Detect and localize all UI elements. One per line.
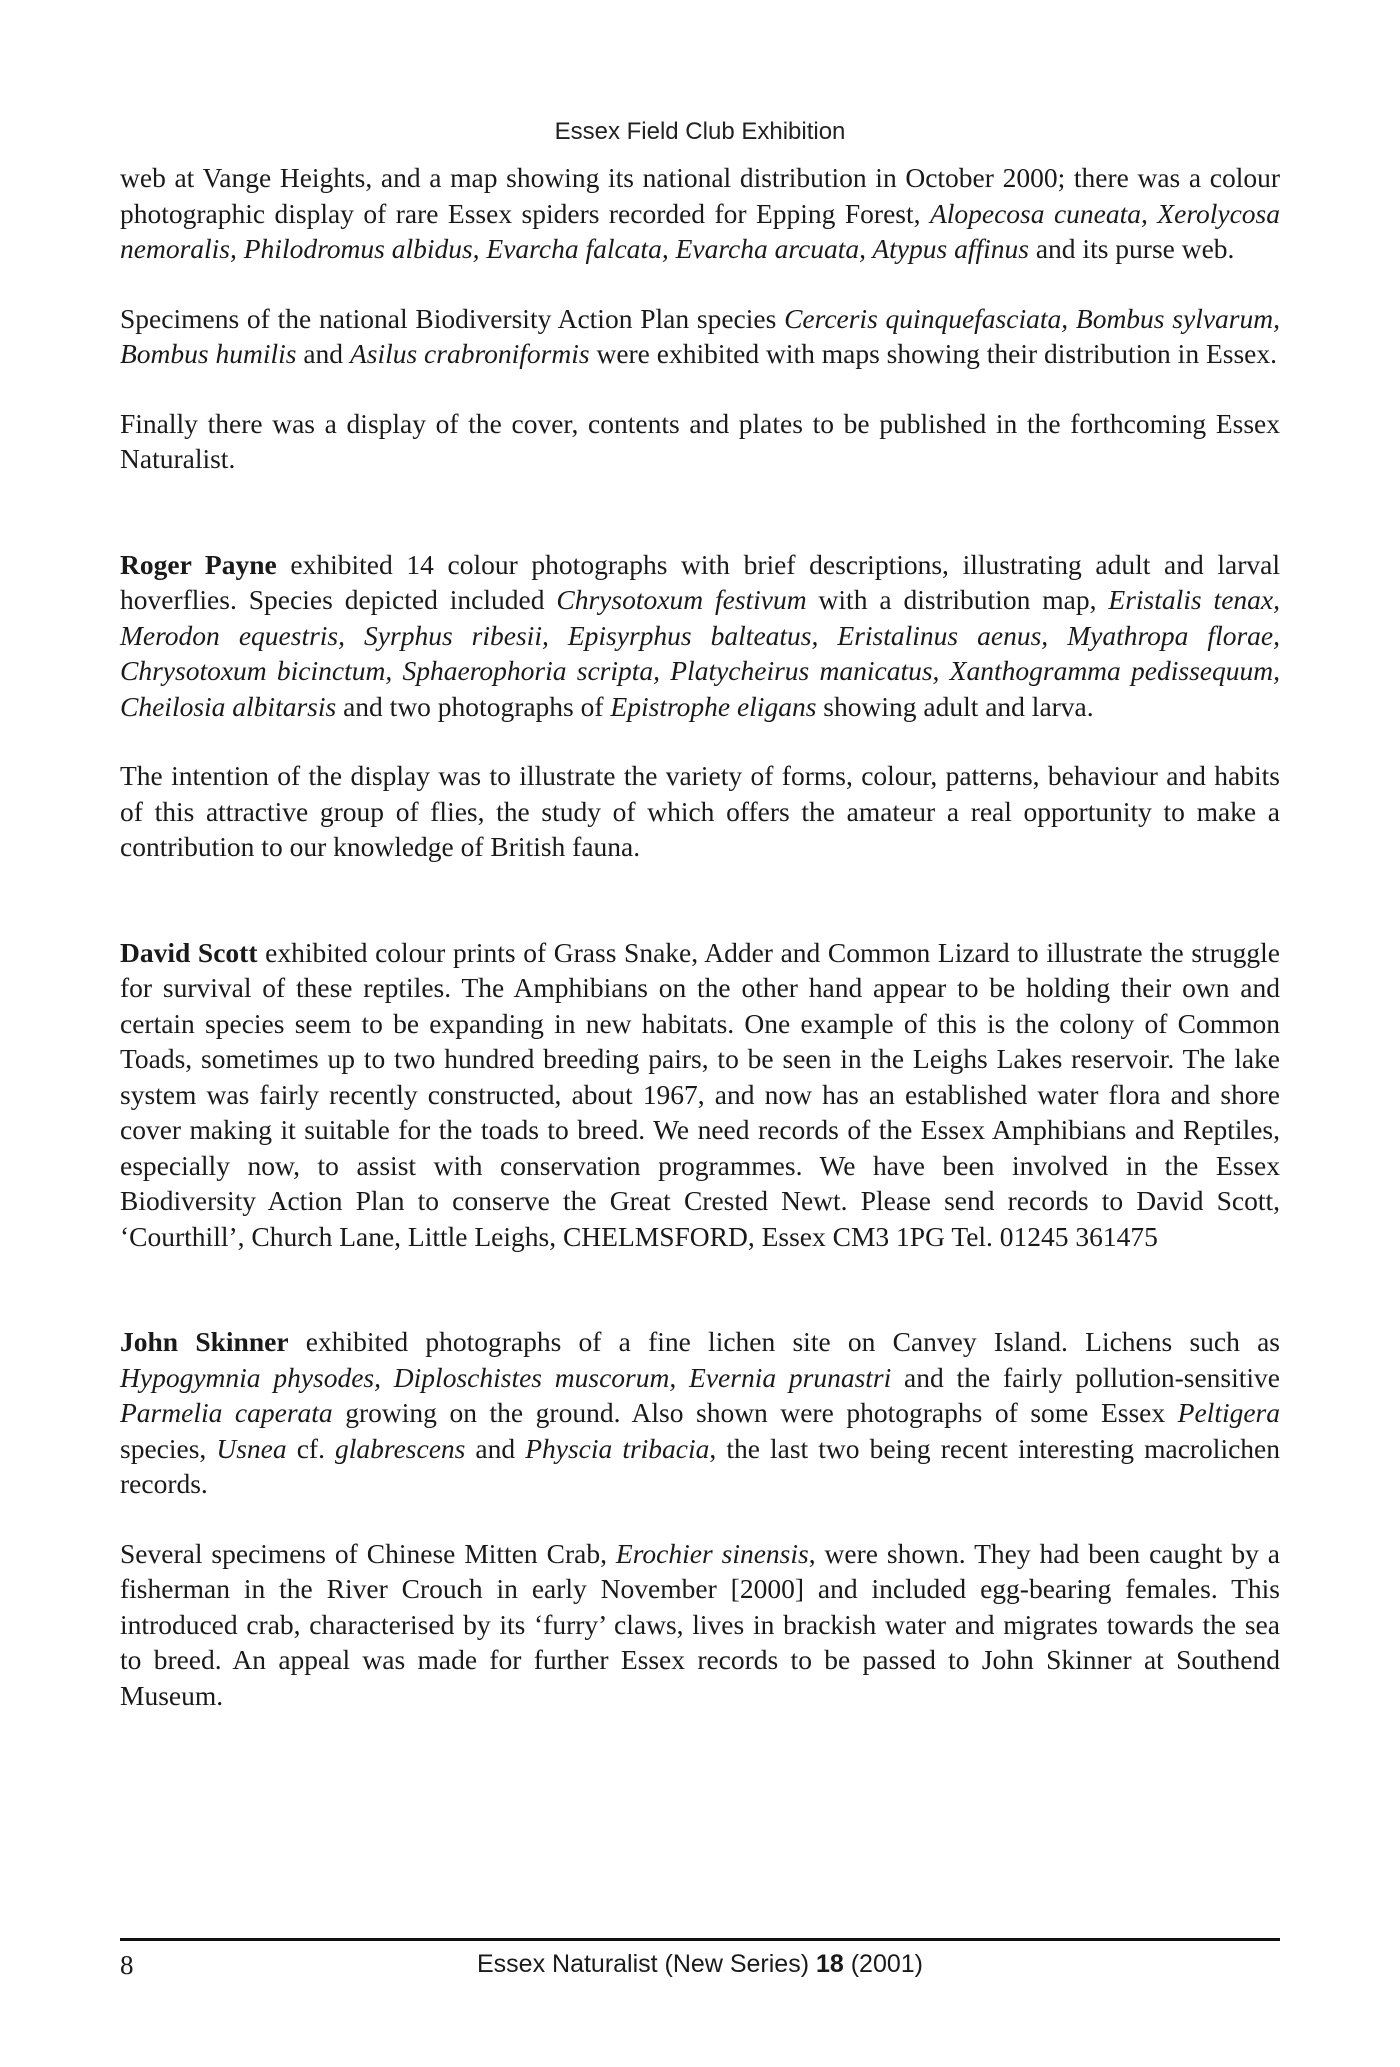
text: with a distribution map,: [806, 584, 1109, 615]
paragraph-mitten-crab: [120, 1536, 1280, 1714]
text: growing on the ground. Also shown were photographs of some Essex: [332, 1397, 1178, 1428]
text: were exhibited with maps showing their distribution in Essex.: [589, 338, 1277, 369]
text: and: [465, 1432, 526, 1464]
species-names: Eristalis tenax, Merodon equestris, Syrphus ribesii, Episyrphus balteatus, Eristalinus aenus, Myathropa florae, Chrysotoxum bicinctum,: [120, 584, 1280, 686]
species-names: Erochier sinensis: [615, 1537, 809, 1569]
species-names: Peltigera: [1177, 1397, 1281, 1428]
text: and its purse web.: [1028, 233, 1235, 264]
text: exhibited 14 colour photographs with brief descriptions, illustrating adult and larval hoverflies. Species depicted included: [120, 548, 1280, 615]
article-body: [120, 160, 1280, 1713]
text: Specimens of the national Biodiversity Action Plan species: [120, 302, 785, 334]
paragraph-display-intention: [120, 758, 1280, 865]
paragraph-john-skinner: [120, 1324, 1280, 1502]
text: [392, 655, 402, 686]
text: and two photographs of: [336, 690, 611, 722]
species-names: Usnea: [216, 1432, 287, 1464]
text: , the last two being recent interesting macrolichen records.: [120, 1432, 1280, 1499]
text: The intention of the display was to illustrate the variety of forms, colour, patterns, behaviour and habits of this attractive group of flies, the study of which offers the amateur a real opportunity to make a contribution to our knowledge of British fauna.: [120, 760, 1280, 862]
running-header: Essex Field Club Exhibition: [554, 118, 846, 145]
exhibitor-name: David Scott: [120, 936, 258, 968]
text: showing adult and larva.: [816, 690, 1094, 722]
volume-number: 18: [815, 1950, 844, 1978]
text: exhibited photographs of a fine lichen site on Canvey Island. Lichens such as: [288, 1326, 1280, 1357]
species-names: Epistrophe eligans: [610, 690, 817, 722]
text: web at Vange Heights, and a map showing its national distribution in October 2000; there was a colour photographic display of rare Essex spiders recorded for Epping Forest,: [120, 162, 1280, 229]
paragraph-cover-display: [120, 406, 1280, 477]
text: Finally there was a display of the cover, contents and plates to be published in the forthcoming Essex Naturalist.: [120, 407, 1280, 474]
species-names: Physcia tribacia: [525, 1432, 710, 1464]
journal-title: Essex Naturalist (New Series): [476, 1950, 816, 1978]
species-names: Parmelia caperata: [120, 1397, 333, 1428]
species-names: glabrescens: [335, 1432, 466, 1464]
paragraph-david-scott: [120, 935, 1280, 1255]
text: , were shown. They had been caught by a fisherman in the River Crouch in early November [2000] and included egg-bearing females. This introduced crab, characterised by its ‘furry’ claws, lives in brackish water and migrates towards the sea to breed. An appeal was made for further Essex records to be passed to John Skinner at Southend Museum.: [120, 1537, 1280, 1711]
species-names: Asilus crabroniformis: [349, 338, 590, 369]
paragraph-bap-species: [120, 301, 1280, 372]
paragraph-roger-payne: [120, 547, 1280, 725]
text: cf.: [286, 1432, 336, 1464]
text: exhibited colour prints of Grass Snake, Adder and Common Lizard to illustrate the struggle for survival of these reptiles. The Amphibians on the other hand appear to be holding their own and certain species seem to be expanding in new habitats. One example of this is the colony of Common Toads, sometimes up to two hundred breeding pairs, to be seen in the Leighs Lakes reservoir. The lake system was fairly recently constructed, about 1967, and now has an established water flora and shore cover making it suitable for the toads to breed. We need records of the Essex Amphibians and Reptiles, especially now, to assist with conservation programmes. We have been involved in the Essex Biodiversity Action Plan to conserve the Great Crested Newt. Please send records to David Scott, ‘Courthill’, Church Lane, Little Leighs, CHELMSFORD, Essex CM3 1PG Tel. 01245 361475: [120, 936, 1280, 1252]
text: species,: [120, 1432, 217, 1464]
footer-rule: [120, 1938, 1280, 1941]
page-footer: [120, 1950, 1280, 1990]
species-names: Hypogymnia physodes, Diploschistes muscorum, Evernia prunastri: [120, 1361, 892, 1393]
text: and: [296, 338, 350, 369]
page-number: 8: [120, 1950, 134, 1980]
species-names: Sphaerophoria scripta, Platycheirus manicatus, Xanthogramma pedissequum, Cheilosia albitarsis: [120, 655, 1280, 722]
publication-year: (2001): [843, 1950, 923, 1978]
paragraph-spider-display: [120, 160, 1280, 267]
text: and the fairly pollution-sensitive: [891, 1361, 1280, 1393]
species-names: Chrysotoxum festivum: [556, 584, 807, 615]
species-names: Alopecosa cuneata, Xerolycosa nemoralis, Philodromus albidus, Evarcha falcata, Evarcha arcuata, Atypus affinus: [120, 197, 1280, 264]
exhibitor-name: Roger Payne: [120, 548, 277, 580]
journal-citation: [120, 1950, 1280, 1979]
exhibitor-name: John Skinner: [120, 1326, 289, 1357]
species-names: Cerceris quinquefasciata, Bombus sylvarum, Bombus humilis: [120, 302, 1280, 369]
text: Several specimens of Chinese Mitten Crab,: [120, 1537, 616, 1569]
